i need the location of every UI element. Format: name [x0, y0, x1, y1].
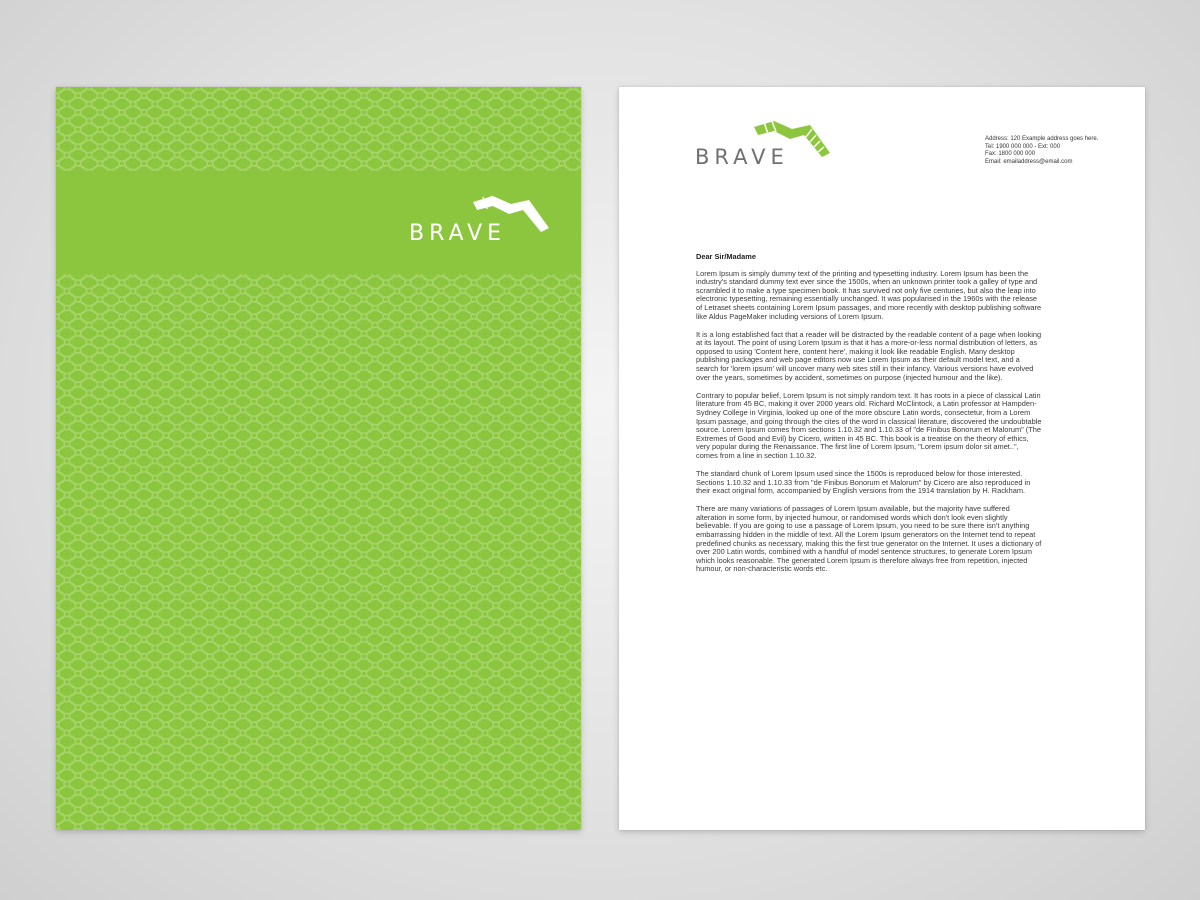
- paragraph: The standard chunk of Lorem Ipsum used since the 1500s is reproduced below for those interested. Sections 1.10.32 and 1.10.33 from "de Finibus Bonorum et Malorum" by Cicero are also reproduced in their exact original form, accompanied by English versions from the 1914 translation by H. Rackham.: [696, 468, 1031, 496]
- brave-logo-cover: [409, 194, 549, 246]
- brave-logo-letter: [695, 119, 835, 169]
- paragraph: There are many variations of passages of Lorem Ipsum available, but the majority have suffered alteration in some form, by injected humour, or randomised words which don't look even slightly believable. If you are going to use a passage of Lorem Ipsum, you need to be sure there isn't anything embarrassing hidden in the middle of text. All the Lorem Ipsum generators on the Internet tend to repeat predefined chunks as necessary, making this the first true generator on the Internet. It uses a dictionary of over 200 Latin words, combined with a handful of model sentence structures, to generate Lorem Ipsum which looks reasonable. The generated Lorem Ipsum is therefore always free from repetition, injected humour, or non-characteristic words etc.: [696, 504, 1042, 574]
- logo-wordmark: BRAVE: [409, 221, 507, 246]
- contact-email: Email: emailaddress@email.com: [985, 158, 1073, 165]
- paragraph: It is a long established fact that a reader will be distracted by the readable content of a page when looking at its layout. The point of using Lorem Ipsum is that it has a more-or-less normal distribution of letters, as opposed to using 'Content here, content here', making it look like readable English. Many desktop publishing packages and web page editors now use Lorem Ipsum as their default model text, and a search for 'lorem ipsum' will uncover many web sites still in their infancy. Various versions have evolved over the years, sometimes by accident, sometimes on purpose (injected humour and the like).: [696, 329, 1042, 382]
- contact-tel: Tel: 1900 000 000 - Ext: 000: [985, 143, 1061, 150]
- pattern-bottom: [56, 274, 581, 830]
- pattern-top: [56, 87, 581, 171]
- letterhead-cover-sheet: [56, 87, 581, 830]
- logo-wordmark: BRAVE: [695, 145, 789, 169]
- letter-body: [696, 253, 1042, 584]
- letter-sheet: [619, 87, 1145, 830]
- paragraph: Contrary to popular belief, Lorem Ipsum is not simply random text. It has roots in a piece of classical Latin literature from 45 BC, making it over 2000 years old. Richard McClintock, a Latin professor at Hampden-Sydney College in Virginia, looked up one of the more obscure Latin words, consectetur, from a Lorem Ipsum passage, and going through the cites of the word in classical literature, discovered the undoubtable source. Lorem Ipsum comes from sections 1.10.32 and 1.10.33 of "de Finibus Bonorum et Malorum" (The Extremes of Good and Evil) by Cicero, written in 45 BC. This book is a treatise on the theory of ethics, very popular during the Renaissance. The first line of Lorem Ipsum, "Lorem ipsum dolor sit amet..", comes from a line in section 1.10.32.: [696, 390, 1042, 460]
- salutation: Dear Sir/Madame: [696, 252, 756, 261]
- contact-block: [985, 136, 1135, 166]
- paragraph: Lorem Ipsum is simply dummy text of the printing and typesetting industry. Lorem Ipsum has been the industry's standard dummy text ever since the 1500s, when an unknown printer took a galley of type and scrambled it to make a type specimen book. It has survived not only five centuries, but also the leap into electronic typesetting, remaining essentially unchanged. It was popularised in the 1960s with the release of Letraset sheets containing Lorem Ipsum passages, and more recently with desktop publishing software like Aldus PageMaker including versions of Lorem Ipsum.: [696, 268, 1042, 321]
- contact-address: Address: 120 Example address goes here.: [985, 136, 1099, 142]
- contact-fax: Fax: 1800 000 000: [985, 151, 1036, 158]
